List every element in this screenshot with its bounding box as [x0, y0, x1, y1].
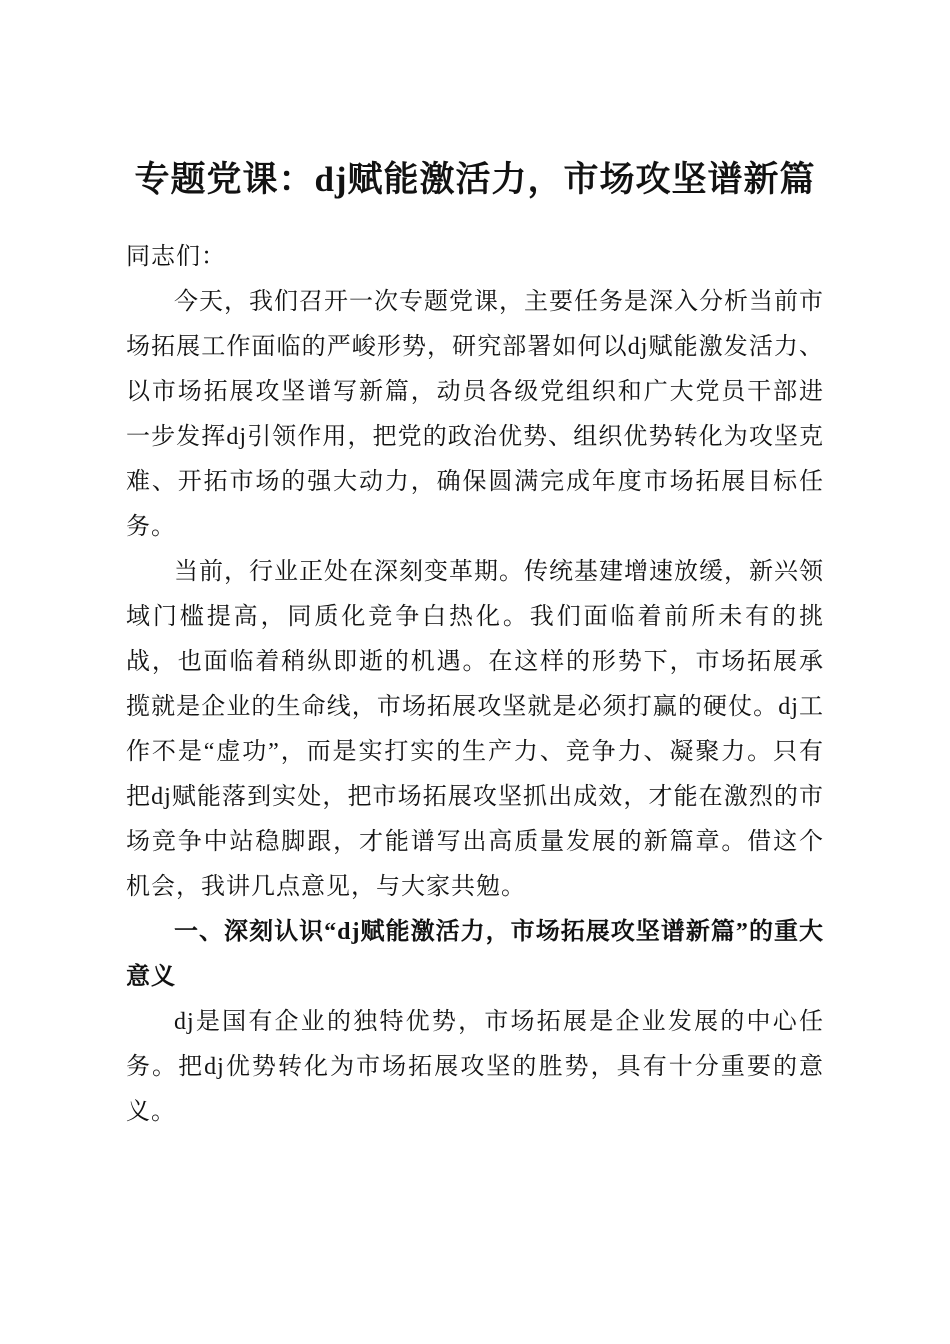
paragraph-significance: dj是国有企业的独特优势，市场拓展是企业发展的中心任务。把dj优势转化为市场拓展攻坚的胜势，具有十分重要的意义。 [126, 1009, 824, 1125]
section-heading-1: 一、深刻认识“dj赋能激活力，市场拓展攻坚谱新篇”的重大意义 [126, 919, 824, 990]
paragraph-intro: 今天，我们召开一次专题党课，主要任务是深入分析当前市场拓展工作面临的严峻形势，研究部署如何以dj赋能激发活力、以市场拓展攻坚谱写新篇，动员各级党组织和广大党员干部进一步发挥dj引领作用，把党的政治优势、组织优势转化为攻坚克难、开拓市场的强大动力，确保圆满完成年度市场拓展目标任务。 [126, 289, 824, 540]
document-body [126, 235, 824, 1135]
paragraph-situation: 当前，行业正处在深刻变革期。传统基建增速放缓，新兴领域门槛提高，同质化竞争白热化。我们面临着前所未有的挑战，也面临着稍纵即逝的机遇。在这样的形势下，市场拓展承揽就是企业的生命线，市场拓展攻坚就是必须打赢的硬仗。dj工作不是“虚功”，而是实打实的生产力、竞争力、凝聚力。只有把dj赋能落到实处，把市场拓展攻坚抓出成效，才能在激烈的市场竞争中站稳脚跟，才能谱写出高质量发展的新篇章。借这个机会，我讲几点意见，与大家共勉。 [126, 559, 824, 900]
document-title: 专题党课：dj赋能激活力，市场攻坚谱新篇 [134, 160, 816, 199]
salutation: 同志们： [126, 244, 226, 270]
